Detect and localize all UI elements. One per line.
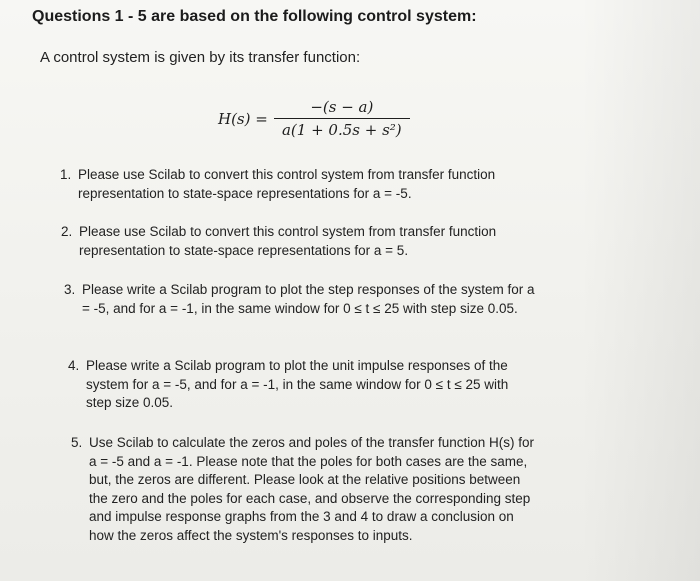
- question-item: [64, 281, 544, 318]
- question-number: 2.: [61, 224, 73, 239]
- question-item: [68, 357, 536, 413]
- question-text: Please write a Scilab program to plot the unit impulse responses of the system for a = -5, and for a = -1, in the same window for 0 ≤ t ≤ 25 with step size 0.05.: [86, 358, 509, 410]
- formula-numerator: −(s − a): [310, 98, 374, 116]
- formula-fraction: [274, 98, 410, 139]
- question-text: Please write a Scilab program to plot the step responses of the system for a = -5, and for a = -1, in the same window for 0 ≤ t ≤ 25 with step size 0.05.: [82, 282, 535, 316]
- question-item: [71, 434, 541, 545]
- question-number: 4.: [68, 358, 80, 373]
- intro-text: A control system is given by its transfer function:: [40, 49, 361, 66]
- formula-denominator: a(1 + 0.5s + s²): [281, 121, 402, 140]
- question-item: [61, 223, 531, 260]
- formula-lhs: H(s) =: [218, 109, 268, 128]
- question-text: Please use Scilab to convert this control system from transfer function representation to state-space representations for a = -5.: [78, 167, 496, 201]
- question-text: Please use Scilab to convert this control system from transfer function representation to state-space representations for a = 5.: [79, 224, 497, 258]
- question-number: 5.: [71, 435, 83, 450]
- page-shadow: [580, 0, 700, 581]
- transfer-function-formula: [218, 98, 410, 139]
- question-number: 3.: [64, 282, 76, 297]
- question-text: Use Scilab to calculate the zeros and poles of the transfer function H(s) for a = -5 and a = -1. Please note that the poles for both cases are the same, but, the zeros are different. Please look at the relative positions between the zero and the poles for each case, and observe the corresponding step and impulse response graphs from the 3 and 4 to draw a conclusion on how the zeros affect the system's responses to inputs.: [89, 435, 534, 543]
- question-number: 1.: [60, 167, 72, 182]
- section-heading: Questions 1 - 5 are based on the following control system:: [32, 8, 477, 25]
- question-item: [60, 166, 530, 203]
